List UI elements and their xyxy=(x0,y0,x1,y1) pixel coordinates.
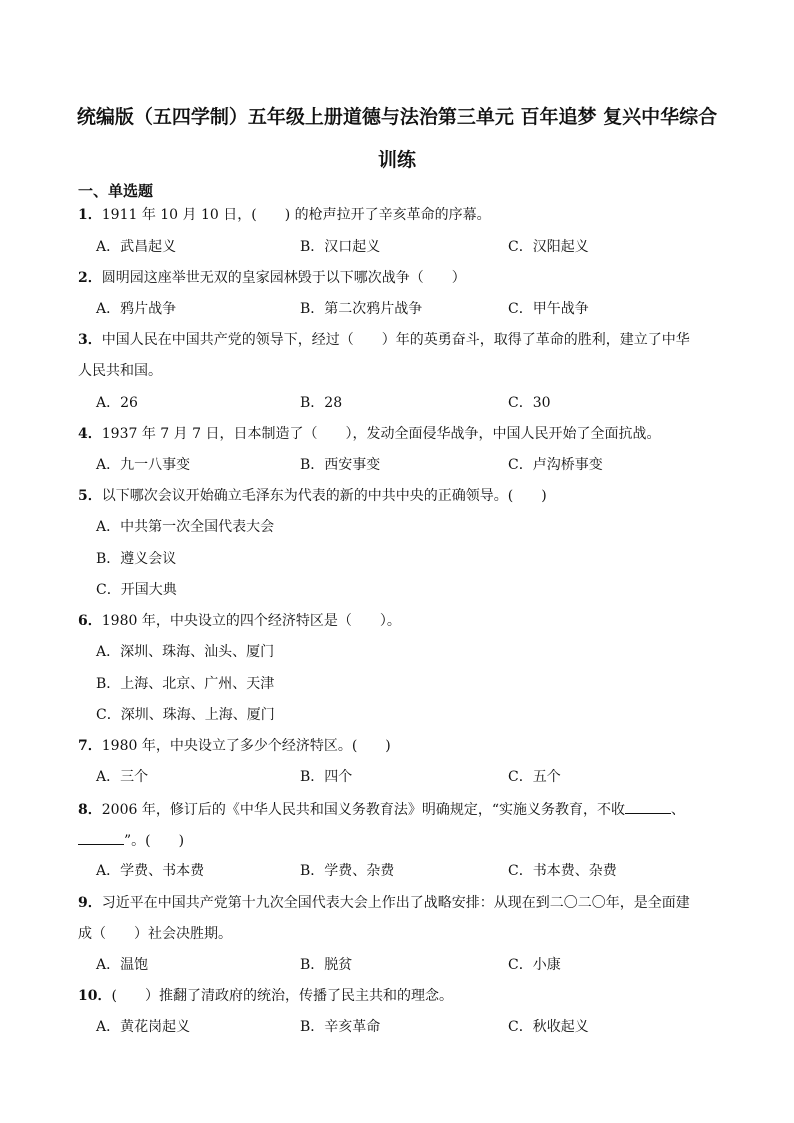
q9-option-b[interactable]: B．脱贫 xyxy=(300,957,353,973)
question-1 xyxy=(78,205,728,225)
q3-option-a[interactable]: A．26 xyxy=(96,395,138,411)
q9-option-c[interactable]: C．小康 xyxy=(508,957,561,973)
question-number: 10． xyxy=(78,988,112,1004)
q5-option-b[interactable]: B．遵义会议 xyxy=(96,551,177,567)
q6-option-c[interactable]: C．深圳、珠海、上海、厦门 xyxy=(96,707,275,723)
q7-option-c[interactable]: C．五个 xyxy=(508,769,561,785)
answer-blank[interactable] xyxy=(625,799,671,814)
question-2 xyxy=(78,268,728,288)
question-text-end: 、 xyxy=(670,802,685,818)
question-4 xyxy=(78,424,728,444)
question-number: 2． xyxy=(78,270,102,286)
q6-option-a[interactable]: A．深圳、珠海、汕头、厦门 xyxy=(96,644,275,660)
question-10 xyxy=(78,986,728,1006)
question-number: 4． xyxy=(78,426,102,442)
question-number: 7． xyxy=(78,738,102,754)
question-7 xyxy=(78,736,728,756)
answer-blank[interactable] xyxy=(78,830,124,845)
q7-option-b[interactable]: B．四个 xyxy=(300,769,353,785)
q4-option-c[interactable]: C．卢沟桥事变 xyxy=(508,457,603,473)
question-text: 习近平在中国共产党第十九次全国代表大会上作出了战略安排：从现在到二〇二〇年，是全面建 xyxy=(101,895,690,911)
question-text: 2006 年，修订后的《中华人民共和国义务教育法》明确规定，“实施义务教育，不收 xyxy=(101,802,625,818)
question-number: 1． xyxy=(78,207,102,223)
question-text: ( ）推翻了清政府的统治，传播了民主共和的理念。 xyxy=(111,988,453,1004)
question-number: 9． xyxy=(78,895,102,911)
question-number: 8． xyxy=(78,802,102,818)
question-text: 1980 年，中央设立的四个经济特区是（ ）。 xyxy=(101,613,401,629)
q6-option-b[interactable]: B．上海、北京、广州、天津 xyxy=(96,676,275,692)
q3-option-c[interactable]: C．30 xyxy=(508,395,551,411)
question-text: 中国人民在中国共产党的领导下，经过（ ）年的英勇奋斗，取得了革命的胜利，建立了中华 xyxy=(101,332,690,348)
question-8 xyxy=(78,799,728,820)
q3-option-b[interactable]: B．28 xyxy=(300,395,343,411)
question-number: 3． xyxy=(78,332,102,348)
question-3 xyxy=(78,330,728,350)
q2-option-a[interactable]: A．鸦片战争 xyxy=(96,301,177,317)
question-number: 5． xyxy=(78,488,102,504)
question-9 xyxy=(78,893,728,913)
question-text: 1980 年，中央设立了多少个经济特区。( ) xyxy=(101,738,391,754)
question-3-continuation: 人民共和国。 xyxy=(78,363,162,379)
question-text: 圆明园这座举世无双的皇家园林毁于以下哪次战争（ ） xyxy=(101,270,466,286)
q8-option-c[interactable]: C．书本费、杂费 xyxy=(508,863,617,879)
question-text: 以下哪次会议开始确立毛泽东为代表的新的中共中央的正确领导。( ) xyxy=(101,488,547,504)
q10-option-a[interactable]: A．黄花岗起义 xyxy=(96,1019,191,1035)
question-text: ”。( ) xyxy=(124,833,185,849)
question-9-continuation: 成（ ）社会决胜期。 xyxy=(78,926,232,942)
q1-option-c[interactable]: C．汉阳起义 xyxy=(508,239,589,255)
q8-option-b[interactable]: B．学费、杂费 xyxy=(300,863,395,879)
q2-option-b[interactable]: B．第二次鸦片战争 xyxy=(300,301,423,317)
q2-option-c[interactable]: C．甲午战争 xyxy=(508,301,589,317)
section-heading: 一、单选题 xyxy=(78,182,154,200)
question-text: 1937 年 7 月 7 日，日本制造了（ ），发动全面侵华战争，中国人民开始了全面抗战。 xyxy=(101,426,661,442)
question-6 xyxy=(78,611,728,631)
page-title-line-1: 统编版（五四学制）五年级上册道德与法治第三单元 百年追梦 复兴中华综合 xyxy=(76,106,718,128)
question-text: 1911 年 10 月 10 日，( ) 的枪声拉开了辛亥革命的序幕。 xyxy=(101,207,491,223)
q10-option-b[interactable]: B．辛亥革命 xyxy=(300,1019,381,1035)
q4-option-a[interactable]: A．九一八事变 xyxy=(96,457,191,473)
question-8-continuation xyxy=(78,830,728,851)
q5-option-c[interactable]: C．开国大典 xyxy=(96,582,177,598)
q1-option-a[interactable]: A．武昌起义 xyxy=(96,239,177,255)
q9-option-a[interactable]: A．温饱 xyxy=(96,957,149,973)
q5-option-a[interactable]: A．中共第一次全国代表大会 xyxy=(96,519,275,535)
q1-option-b[interactable]: B．汉口起义 xyxy=(300,239,381,255)
question-number: 6． xyxy=(78,613,102,629)
q10-option-c[interactable]: C．秋收起义 xyxy=(508,1019,589,1035)
q7-option-a[interactable]: A．三个 xyxy=(96,769,149,785)
q8-option-a[interactable]: A．学费、书本费 xyxy=(96,863,205,879)
q4-option-b[interactable]: B．西安事变 xyxy=(300,457,381,473)
page-title-line-2: 训练 xyxy=(377,149,416,171)
question-5 xyxy=(78,486,728,506)
